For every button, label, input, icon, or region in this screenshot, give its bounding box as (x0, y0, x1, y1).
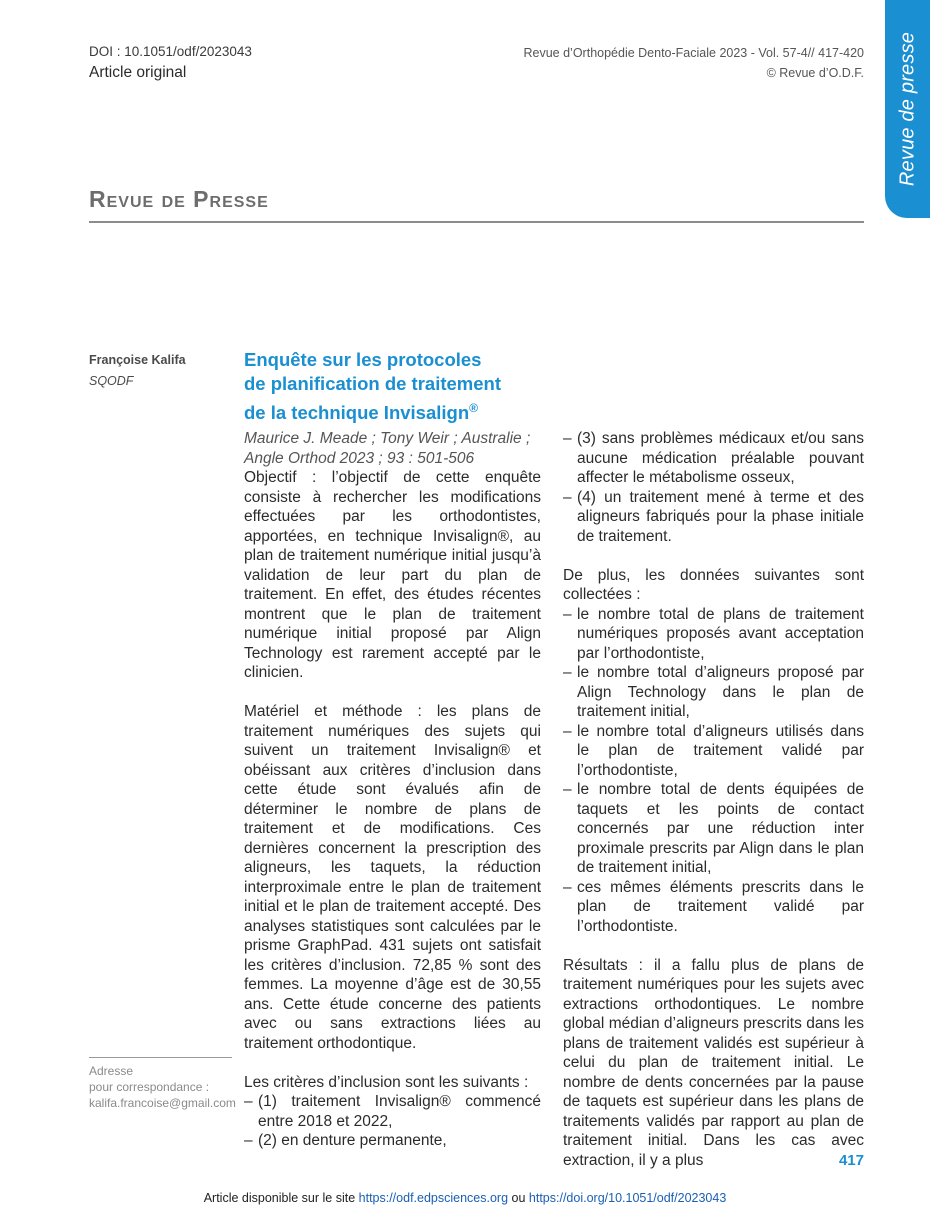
reference-line-1: Maurice J. Meade ; Tony Weir ; Australie ; (244, 430, 531, 447)
doi: DOI : 10.1051/odf/2023043 (89, 44, 252, 59)
article-column-left (244, 429, 541, 1170)
criteria-intro: Les critères d’inclusion sont les suivants : (244, 1073, 529, 1091)
objective-paragraph: Objectif : l’objectif de cette enquête consiste à rechercher les modifications effectuées par les orthodontistes, apportées, en technique Invisalign®, au plan de traitement numérique initial jusqu’à validation de leur part du plan de traitement. En effet, des études récentes montrent que le plan de traitement numérique initial proposé par Align Technology est rarement accepté par le clinicien. (244, 469, 541, 681)
list-item: – (1) traitement Invisalign® commencé entre 2018 et 2022, (244, 1093, 541, 1130)
correspondence-divider (89, 1057, 232, 1058)
article-title-line-2: de planification de traitement (244, 373, 501, 394)
criteria-list (244, 1092, 541, 1151)
article-title-line-1: Enquête sur les protocoles (244, 349, 482, 370)
article-type: Article original (89, 64, 187, 81)
author-affiliation: SQODF (89, 374, 134, 388)
journal-citation: Revue d’Orthopédie Dento-Faciale 2023 - Vol. 57-4// 417-420 (523, 46, 864, 60)
section-title: Revue de Presse (89, 186, 269, 212)
correspondence-label-2: pour correspondance : (89, 1080, 210, 1094)
footer-link-site[interactable]: https://odf.edpsciences.org (358, 1191, 509, 1205)
side-tab-label: Revue de presse (896, 31, 918, 187)
list-item: – le nombre total de dents équipées de taquets et les points de contact concernés par une réduction inter proximale prescrits par Align dans le plan de traitement initial, (563, 781, 864, 876)
author-name: Françoise Kalifa (89, 353, 186, 367)
footer-prefix: Article disponible sur le site (203, 1191, 359, 1205)
footer (0, 1191, 930, 1205)
footer-link-doi[interactable]: https://doi.org/10.1051/odf/2023043 (528, 1191, 727, 1205)
results-paragraph: Résultats : il a fallu plus de plans de traitement numériques pour les sujets avec extractions orthodontiques. Le nombre global médian d’aligneurs prescrits dans les plans de traitement validés est supérieur à celui du plan de traitement initial. Le nombre de dents concernées par la pause de taquets est supérieur dans les plans de traitements validés par rapport au plan de traitement initial. Dans les cas avec extraction, il y a plus (563, 956, 864, 1169)
correspondence-block (89, 1063, 236, 1111)
list-item: – le nombre total de plans de traitement numériques proposés avant acceptation par l’orthodontiste, (563, 605, 864, 662)
correspondence-label-1: Adresse (89, 1064, 134, 1078)
criteria-list-continued (563, 429, 864, 546)
page-number: 417 (838, 1152, 864, 1169)
footer-middle: ou (508, 1191, 529, 1205)
side-tab (885, 0, 930, 218)
list-item: – (2) en denture permanente, (244, 1132, 447, 1149)
data-intro: De plus, les données suivantes sont collectées : (563, 566, 864, 603)
list-item: – (3) sans problèmes médicaux et/ou sans aucune médication préalable pouvant affecter le métabolisme osseux, (563, 430, 864, 486)
article-column-right (563, 429, 864, 1190)
list-item: – ces mêmes éléments prescrits dans le plan de traitement validé par l’orthodontiste. (563, 878, 864, 935)
copyright: © Revue d’O.D.F. (766, 66, 864, 80)
article-title (244, 348, 544, 425)
correspondence-email[interactable]: kalifa.francoise@gmail.com (89, 1096, 236, 1110)
registered-mark: ® (469, 401, 478, 415)
article-title-line-3: de la technique Invisalign® (244, 401, 478, 424)
methods-paragraph: Matériel et méthode : les plans de traitement numériques des sujets qui suivent un traitement Invisalign® et obéissant aux critères d’inclusion dans cette étude sont évalués afin de déterminer le nombre de plans de traitement et de modifications. Ces dernières concernent la prescription des aligneurs, les taquets, la réduction interproximale entre le plan de traitement initial et le plan de traitement accepté. Des analyses statistiques sont calculées par le prisme GraphPad. 431 sujets ont satisfait les critères d’inclusion. 72,85 % sont des femmes. La moyenne d’âge est de 30,55 ans. Cette étude concerne des patients avec ou sans extractions liées au traitement orthodontique. (244, 703, 541, 1052)
list-item: – le nombre total d’aligneurs proposé par Align Technology dans le plan de traitement initial, (563, 664, 864, 720)
section-divider (89, 221, 864, 223)
reference-line-2: Angle Orthod 2023 ; 93 : 501-506 (244, 449, 475, 467)
data-list (563, 605, 864, 937)
list-item: – le nombre total d’aligneurs utilisés dans le plan de traitement validé par l’orthodontiste, (563, 722, 864, 779)
list-item: – (4) un traitement mené à terme et des aligneurs fabriqués pour la phase initiale de traitement. (563, 488, 864, 545)
